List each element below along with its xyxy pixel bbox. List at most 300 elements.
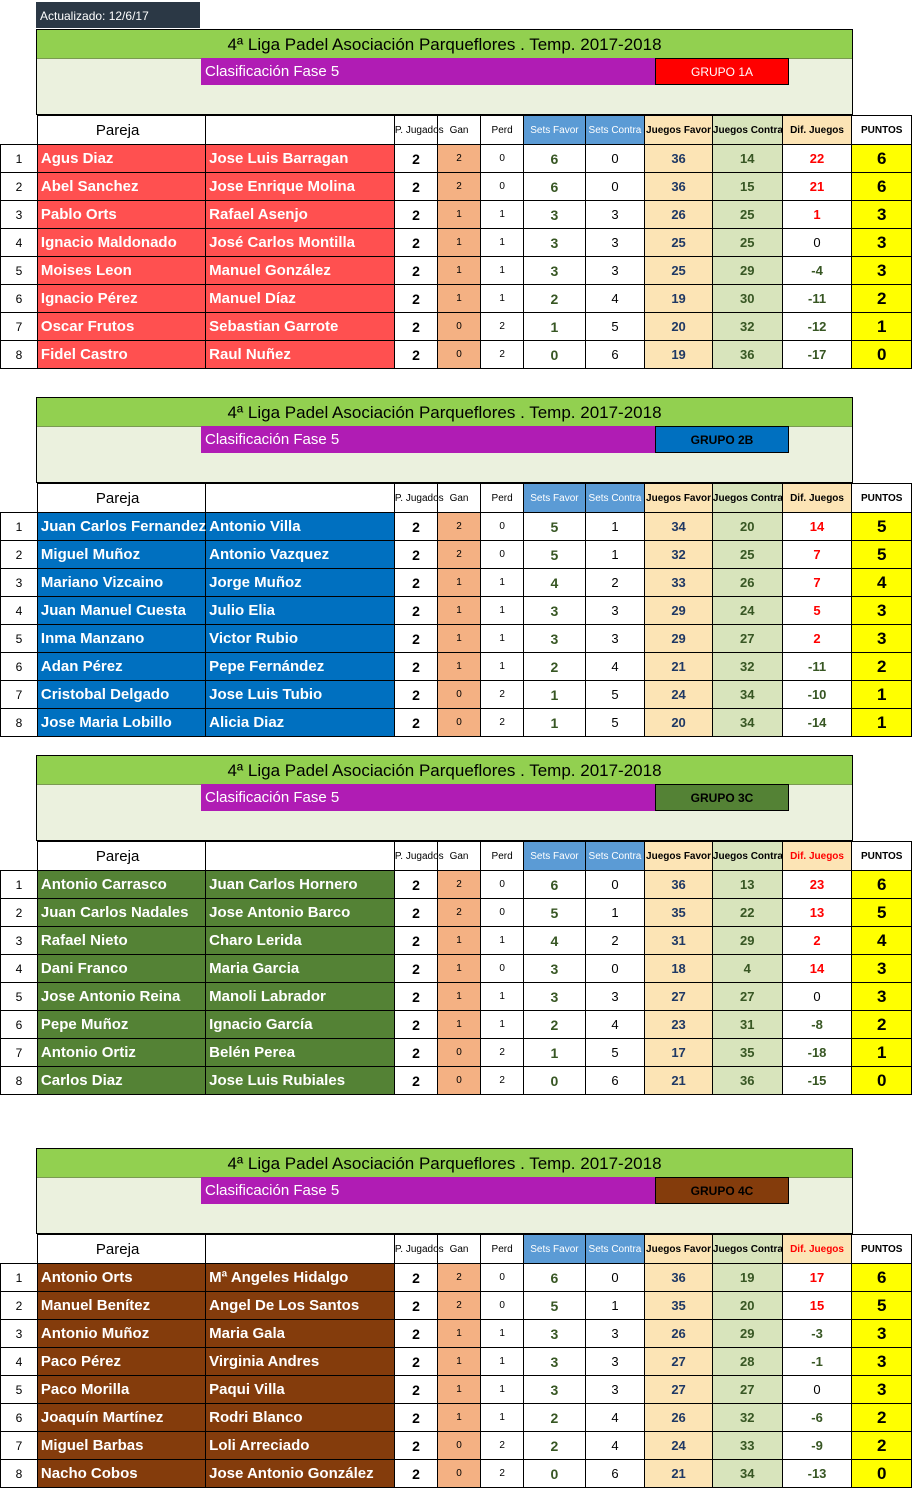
games-against-cell: 34 — [712, 1460, 782, 1488]
played-cell: 2 — [394, 709, 437, 737]
header-blank — [1, 484, 38, 513]
player-2-cell: Virginia Andres — [206, 1348, 395, 1376]
sets-against-cell: 5 — [585, 709, 645, 737]
played-cell: 2 — [394, 653, 437, 681]
player-1-cell: Jose Maria Lobillo — [37, 709, 205, 737]
won-cell: 1 — [438, 955, 481, 983]
games-for-cell: 26 — [645, 1404, 713, 1432]
sets-for-cell: 0 — [524, 341, 586, 369]
lost-cell: 0 — [481, 513, 524, 541]
player-1-cell: Antonio Muñoz — [37, 1320, 205, 1348]
won-cell: 1 — [438, 927, 481, 955]
player-2-cell: Ignacio García — [206, 1011, 395, 1039]
sets-against-cell: 6 — [585, 1067, 645, 1095]
lost-cell: 2 — [481, 313, 524, 341]
points-cell: 3 — [852, 1376, 912, 1404]
sets-against-cell: 3 — [585, 229, 645, 257]
position-cell: 6 — [1, 1404, 38, 1432]
played-cell: 2 — [394, 201, 437, 229]
player-1-cell: Miguel Muñoz — [37, 541, 205, 569]
player-2-cell: Julio Elia — [206, 597, 395, 625]
group-label: GRUPO 2B — [655, 426, 789, 453]
games-diff-cell: 2 — [782, 625, 852, 653]
table-row — [1, 173, 912, 201]
played-cell: 2 — [394, 1460, 437, 1488]
points-cell: 1 — [852, 1039, 912, 1067]
table-row — [1, 229, 912, 257]
position-cell: 8 — [1, 1460, 38, 1488]
games-for-cell: 35 — [645, 899, 713, 927]
played-cell: 2 — [394, 1011, 437, 1039]
position-cell: 5 — [1, 983, 38, 1011]
games-for-cell: 32 — [645, 541, 713, 569]
sets-for-cell: 1 — [524, 709, 586, 737]
player-1-cell: Ignacio Maldonado — [37, 229, 205, 257]
points-cell: 6 — [852, 1264, 912, 1292]
header-points: PUNTOS — [852, 842, 912, 871]
games-diff-cell: 22 — [782, 145, 852, 173]
sets-against-cell: 3 — [585, 597, 645, 625]
games-for-cell: 31 — [645, 927, 713, 955]
header-lost: Perd — [481, 1235, 524, 1264]
header-blank — [1, 842, 38, 871]
sets-for-cell: 1 — [524, 681, 586, 709]
games-for-cell: 36 — [645, 145, 713, 173]
games-diff-cell: 23 — [782, 871, 852, 899]
player-2-cell: Pepe Fernández — [206, 653, 395, 681]
games-against-cell: 4 — [712, 955, 782, 983]
header-pareja-2 — [206, 116, 395, 145]
sets-against-cell: 5 — [585, 1039, 645, 1067]
league-title: 4ª Liga Padel Asociación Parqueflores . Temp. 2017-2018 — [37, 30, 852, 59]
sets-against-cell: 0 — [585, 173, 645, 201]
sets-against-cell: 6 — [585, 341, 645, 369]
position-cell: 1 — [1, 513, 38, 541]
position-cell: 2 — [1, 541, 38, 569]
points-cell: 3 — [852, 257, 912, 285]
games-for-cell: 19 — [645, 341, 713, 369]
player-2-cell: Loli Arreciado — [206, 1432, 395, 1460]
table-row — [1, 1432, 912, 1460]
played-cell: 2 — [394, 955, 437, 983]
sets-for-cell: 5 — [524, 899, 586, 927]
points-cell: 3 — [852, 983, 912, 1011]
games-diff-cell: 0 — [782, 229, 852, 257]
points-cell: 5 — [852, 1292, 912, 1320]
games-for-cell: 23 — [645, 1011, 713, 1039]
played-cell: 2 — [394, 871, 437, 899]
games-for-cell: 21 — [645, 1067, 713, 1095]
group-header — [36, 755, 853, 841]
played-cell: 2 — [394, 1404, 437, 1432]
lost-cell: 0 — [481, 955, 524, 983]
player-2-cell: Belén Perea — [206, 1039, 395, 1067]
played-cell: 2 — [394, 899, 437, 927]
table-row — [1, 625, 912, 653]
won-cell: 2 — [438, 871, 481, 899]
points-cell: 1 — [852, 709, 912, 737]
games-diff-cell: 2 — [782, 927, 852, 955]
games-diff-cell: -8 — [782, 1011, 852, 1039]
player-2-cell: Juan Carlos Hornero — [206, 871, 395, 899]
sets-for-cell: 0 — [524, 1460, 586, 1488]
games-against-cell: 31 — [712, 1011, 782, 1039]
games-against-cell: 36 — [712, 341, 782, 369]
games-for-cell: 36 — [645, 1264, 713, 1292]
sets-against-cell: 2 — [585, 569, 645, 597]
sets-for-cell: 3 — [524, 201, 586, 229]
played-cell: 2 — [394, 625, 437, 653]
table-row — [1, 653, 912, 681]
player-1-cell: Miguel Barbas — [37, 1432, 205, 1460]
points-cell: 4 — [852, 569, 912, 597]
table-row — [1, 927, 912, 955]
position-cell: 8 — [1, 1067, 38, 1095]
sets-against-cell: 1 — [585, 513, 645, 541]
header-played: P. Jugados — [394, 1235, 437, 1264]
position-cell: 2 — [1, 899, 38, 927]
player-2-cell: Jorge Muñoz — [206, 569, 395, 597]
won-cell: 0 — [438, 1067, 481, 1095]
player-1-cell: Cristobal Delgado — [37, 681, 205, 709]
position-cell: 6 — [1, 653, 38, 681]
position-cell: 7 — [1, 313, 38, 341]
won-cell: 1 — [438, 1404, 481, 1432]
sets-against-cell: 1 — [585, 899, 645, 927]
sets-against-cell: 3 — [585, 201, 645, 229]
played-cell: 2 — [394, 513, 437, 541]
won-cell: 2 — [438, 173, 481, 201]
updated-date: Actualizado: 12/6/17 — [36, 2, 200, 28]
sets-for-cell: 1 — [524, 313, 586, 341]
games-for-cell: 27 — [645, 1376, 713, 1404]
position-cell: 1 — [1, 871, 38, 899]
player-1-cell: Rafael Nieto — [37, 927, 205, 955]
points-cell: 0 — [852, 1460, 912, 1488]
sets-for-cell: 3 — [524, 625, 586, 653]
points-cell: 0 — [852, 341, 912, 369]
games-for-cell: 27 — [645, 983, 713, 1011]
header-lost: Perd — [481, 484, 524, 513]
won-cell: 0 — [438, 1432, 481, 1460]
points-cell: 0 — [852, 1067, 912, 1095]
games-against-cell: 25 — [712, 201, 782, 229]
position-cell: 4 — [1, 1348, 38, 1376]
player-1-cell: Abel Sanchez — [37, 173, 205, 201]
player-1-cell: Ignacio Pérez — [37, 285, 205, 313]
table-row — [1, 1292, 912, 1320]
lost-cell: 1 — [481, 625, 524, 653]
sets-against-cell: 3 — [585, 257, 645, 285]
player-1-cell: Antonio Orts — [37, 1264, 205, 1292]
played-cell: 2 — [394, 1067, 437, 1095]
games-for-cell: 36 — [645, 871, 713, 899]
games-diff-cell: -6 — [782, 1404, 852, 1432]
position-cell: 6 — [1, 1011, 38, 1039]
won-cell: 0 — [438, 341, 481, 369]
player-2-cell: Manuel Díaz — [206, 285, 395, 313]
table-row — [1, 983, 912, 1011]
player-1-cell: Manuel Benítez — [37, 1292, 205, 1320]
header-games-diff: Dif. Juegos — [782, 116, 852, 145]
won-cell: 1 — [438, 569, 481, 597]
games-for-cell: 21 — [645, 1460, 713, 1488]
player-2-cell: Rafael Asenjo — [206, 201, 395, 229]
games-against-cell: 27 — [712, 1376, 782, 1404]
player-2-cell: Raul Nuñez — [206, 341, 395, 369]
player-1-cell: Fidel Castro — [37, 341, 205, 369]
player-2-cell: Jose Luis Barragan — [206, 145, 395, 173]
player-1-cell: Pablo Orts — [37, 201, 205, 229]
won-cell: 0 — [438, 313, 481, 341]
points-cell: 6 — [852, 871, 912, 899]
table-row — [1, 1264, 912, 1292]
header-games-diff: Dif. Juegos — [782, 842, 852, 871]
lost-cell: 2 — [481, 1460, 524, 1488]
lost-cell: 1 — [481, 285, 524, 313]
header-pareja: Pareja — [37, 842, 205, 871]
header-played: P. Jugados — [394, 484, 437, 513]
points-cell: 2 — [852, 285, 912, 313]
position-cell: 1 — [1, 1264, 38, 1292]
lost-cell: 0 — [481, 871, 524, 899]
lost-cell: 1 — [481, 597, 524, 625]
table-row — [1, 201, 912, 229]
games-against-cell: 26 — [712, 569, 782, 597]
points-cell: 6 — [852, 145, 912, 173]
lost-cell: 1 — [481, 1376, 524, 1404]
header-sets-against: Sets Contra — [585, 116, 645, 145]
won-cell: 2 — [438, 899, 481, 927]
won-cell: 0 — [438, 709, 481, 737]
sets-against-cell: 3 — [585, 1376, 645, 1404]
points-cell: 5 — [852, 513, 912, 541]
games-diff-cell: 15 — [782, 1292, 852, 1320]
player-2-cell: Alicia Diaz — [206, 709, 395, 737]
group-header — [36, 29, 853, 115]
header-games-against: Juegos Contra — [712, 1235, 782, 1264]
games-against-cell: 28 — [712, 1348, 782, 1376]
table-row — [1, 1011, 912, 1039]
games-diff-cell: -1 — [782, 1348, 852, 1376]
games-against-cell: 27 — [712, 625, 782, 653]
sets-against-cell: 3 — [585, 1320, 645, 1348]
played-cell: 2 — [394, 173, 437, 201]
games-against-cell: 32 — [712, 653, 782, 681]
header-blank — [1, 116, 38, 145]
played-cell: 2 — [394, 569, 437, 597]
sets-for-cell: 1 — [524, 1039, 586, 1067]
sets-against-cell: 0 — [585, 955, 645, 983]
position-cell: 3 — [1, 569, 38, 597]
position-cell: 2 — [1, 173, 38, 201]
player-2-cell: Manuel González — [206, 257, 395, 285]
sets-for-cell: 2 — [524, 285, 586, 313]
group-header — [36, 1148, 853, 1234]
table-row — [1, 541, 912, 569]
won-cell: 1 — [438, 257, 481, 285]
player-1-cell: Jose Antonio Reina — [37, 983, 205, 1011]
games-diff-cell: -15 — [782, 1067, 852, 1095]
table-row — [1, 1460, 912, 1488]
sets-against-cell: 6 — [585, 1460, 645, 1488]
points-cell: 6 — [852, 173, 912, 201]
points-cell: 1 — [852, 681, 912, 709]
group-header — [36, 397, 853, 483]
games-diff-cell: -14 — [782, 709, 852, 737]
sets-against-cell: 1 — [585, 541, 645, 569]
header-sets-against: Sets Contra — [585, 484, 645, 513]
games-diff-cell: -18 — [782, 1039, 852, 1067]
player-1-cell: Oscar Frutos — [37, 313, 205, 341]
won-cell: 0 — [438, 1460, 481, 1488]
games-diff-cell: -11 — [782, 653, 852, 681]
table-row — [1, 513, 912, 541]
header-sets-for: Sets Favor — [524, 484, 586, 513]
games-for-cell: 20 — [645, 313, 713, 341]
table-row — [1, 569, 912, 597]
league-title: 4ª Liga Padel Asociación Parqueflores . Temp. 2017-2018 — [37, 756, 852, 785]
lost-cell: 1 — [481, 983, 524, 1011]
table-row — [1, 899, 912, 927]
table-header-row — [1, 484, 912, 513]
won-cell: 2 — [438, 513, 481, 541]
player-1-cell: Inma Manzano — [37, 625, 205, 653]
games-diff-cell: 7 — [782, 541, 852, 569]
games-for-cell: 34 — [645, 513, 713, 541]
sets-for-cell: 3 — [524, 597, 586, 625]
games-for-cell: 26 — [645, 1320, 713, 1348]
games-for-cell: 36 — [645, 173, 713, 201]
position-cell: 8 — [1, 709, 38, 737]
player-2-cell: Angel De Los Santos — [206, 1292, 395, 1320]
games-against-cell: 32 — [712, 313, 782, 341]
player-1-cell: Paco Morilla — [37, 1376, 205, 1404]
won-cell: 1 — [438, 201, 481, 229]
won-cell: 1 — [438, 1348, 481, 1376]
games-diff-cell: 5 — [782, 597, 852, 625]
played-cell: 2 — [394, 1039, 437, 1067]
player-1-cell: Juan Manuel Cuesta — [37, 597, 205, 625]
sets-for-cell: 3 — [524, 1348, 586, 1376]
games-for-cell: 20 — [645, 709, 713, 737]
games-diff-cell: -9 — [782, 1432, 852, 1460]
lost-cell: 1 — [481, 1320, 524, 1348]
position-cell: 4 — [1, 955, 38, 983]
header-games-for: Juegos Favor — [645, 484, 713, 513]
header-games-against: Juegos Contra — [712, 842, 782, 871]
header-played: P. Jugados — [394, 116, 437, 145]
games-for-cell: 21 — [645, 653, 713, 681]
player-1-cell: Juan Carlos Fernandez — [37, 513, 205, 541]
player-2-cell: Antonio Villa — [206, 513, 395, 541]
played-cell: 2 — [394, 597, 437, 625]
header-games-for: Juegos Favor — [645, 1235, 713, 1264]
header-won: Gan — [438, 116, 481, 145]
won-cell: 1 — [438, 1011, 481, 1039]
table-row — [1, 1067, 912, 1095]
lost-cell: 2 — [481, 1432, 524, 1460]
header-games-for: Juegos Favor — [645, 842, 713, 871]
player-2-cell: Victor Rubio — [206, 625, 395, 653]
sets-for-cell: 4 — [524, 569, 586, 597]
table-row — [1, 257, 912, 285]
player-2-cell: Paqui Villa — [206, 1376, 395, 1404]
header-sets-for: Sets Favor — [524, 116, 586, 145]
player-2-cell: Maria Gala — [206, 1320, 395, 1348]
position-cell: 3 — [1, 927, 38, 955]
sets-for-cell: 6 — [524, 173, 586, 201]
played-cell: 2 — [394, 229, 437, 257]
games-diff-cell: 14 — [782, 955, 852, 983]
header-games-against: Juegos Contra — [712, 116, 782, 145]
games-for-cell: 27 — [645, 1348, 713, 1376]
player-2-cell: Jose Luis Tubio — [206, 681, 395, 709]
player-1-cell: Juan Carlos Nadales — [37, 899, 205, 927]
games-against-cell: 29 — [712, 927, 782, 955]
table-row — [1, 1376, 912, 1404]
lost-cell: 2 — [481, 1067, 524, 1095]
sets-against-cell: 4 — [585, 1011, 645, 1039]
sets-for-cell: 3 — [524, 257, 586, 285]
position-cell: 7 — [1, 681, 38, 709]
header-points: PUNTOS — [852, 484, 912, 513]
sets-for-cell: 5 — [524, 513, 586, 541]
points-cell: 2 — [852, 653, 912, 681]
games-against-cell: 13 — [712, 871, 782, 899]
games-against-cell: 25 — [712, 541, 782, 569]
lost-cell: 0 — [481, 1292, 524, 1320]
phase-label: Clasificación Fase 5 — [201, 1177, 655, 1204]
sets-for-cell: 5 — [524, 541, 586, 569]
played-cell: 2 — [394, 1320, 437, 1348]
sets-against-cell: 3 — [585, 983, 645, 1011]
won-cell: 1 — [438, 653, 481, 681]
player-1-cell: Adan Pérez — [37, 653, 205, 681]
table-row — [1, 871, 912, 899]
standings-table — [0, 841, 912, 1095]
player-1-cell: Paco Pérez — [37, 1348, 205, 1376]
points-cell: 4 — [852, 927, 912, 955]
table-row — [1, 681, 912, 709]
player-1-cell: Carlos Diaz — [37, 1067, 205, 1095]
lost-cell: 2 — [481, 681, 524, 709]
played-cell: 2 — [394, 541, 437, 569]
points-cell: 3 — [852, 1348, 912, 1376]
games-diff-cell: -10 — [782, 681, 852, 709]
played-cell: 2 — [394, 983, 437, 1011]
table-row — [1, 597, 912, 625]
points-cell: 3 — [852, 229, 912, 257]
player-2-cell: Jose Enrique Molina — [206, 173, 395, 201]
lost-cell: 2 — [481, 709, 524, 737]
group-label: GRUPO 1A — [655, 58, 789, 85]
sets-for-cell: 2 — [524, 1011, 586, 1039]
position-cell: 4 — [1, 597, 38, 625]
games-for-cell: 17 — [645, 1039, 713, 1067]
league-title: 4ª Liga Padel Asociación Parqueflores . Temp. 2017-2018 — [37, 1149, 852, 1178]
sets-for-cell: 2 — [524, 1404, 586, 1432]
player-2-cell: Maria Garcia — [206, 955, 395, 983]
player-1-cell: Pepe Muñoz — [37, 1011, 205, 1039]
sets-for-cell: 3 — [524, 983, 586, 1011]
games-for-cell: 18 — [645, 955, 713, 983]
sets-against-cell: 3 — [585, 1348, 645, 1376]
table-row — [1, 1320, 912, 1348]
points-cell: 1 — [852, 313, 912, 341]
points-cell: 5 — [852, 899, 912, 927]
position-cell: 5 — [1, 1376, 38, 1404]
